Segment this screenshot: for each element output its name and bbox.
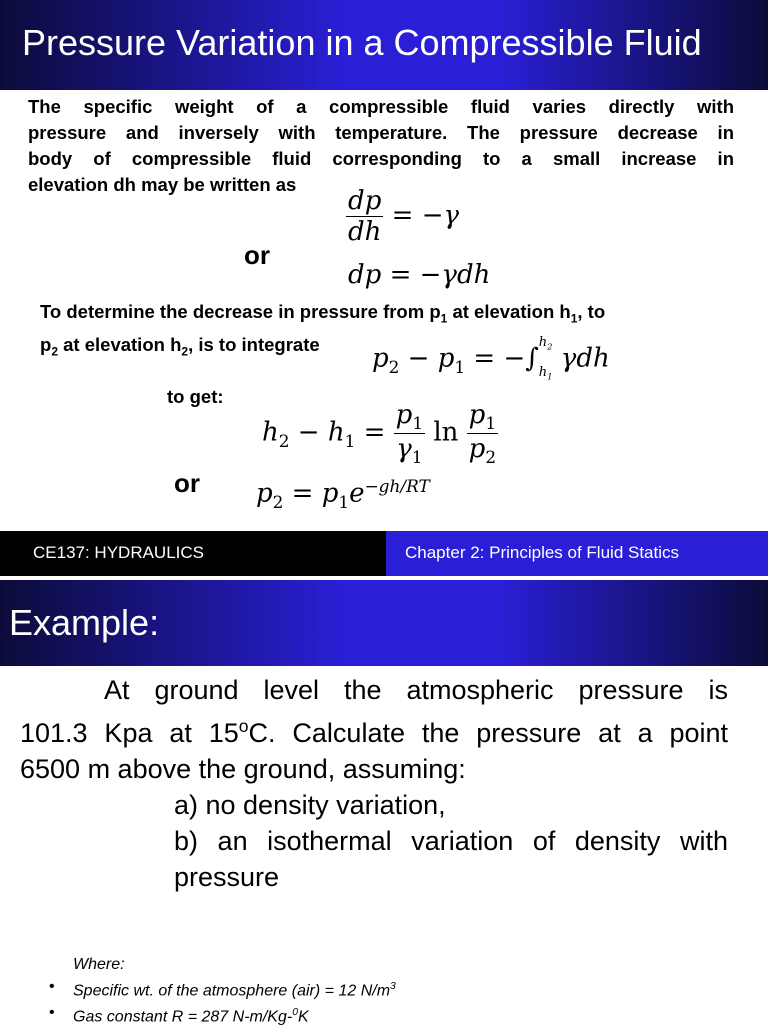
- intro-line: body of compressible fluid corresponding to a small increase in: [28, 148, 734, 169]
- example-line: b) an isothermal variation of density with: [174, 826, 728, 856]
- example-line: At ground level the atmospheric pressure is: [104, 675, 728, 705]
- example-banner: [0, 580, 768, 666]
- to-get-label: to get:: [167, 386, 224, 407]
- example-line: 6500 m above the ground, assuming:: [20, 754, 466, 784]
- example-line: pressure: [174, 862, 280, 892]
- where-item: • Specific wt. of the atmosphere (air) = 12 $N/m^3$: [49, 976, 396, 1002]
- where-notes: [73, 954, 396, 1029]
- or-label: or: [174, 468, 200, 498]
- intro-line: The specific weight of a compressible fluid varies directly with: [28, 96, 734, 117]
- equation-exponential: $p_2 = p_1e^{-gh/RT}$: [256, 476, 430, 512]
- equation-integral: $p_2 - p_1$ = −∫ $h_2$ $h_1$ γdh: [372, 335, 610, 382]
- chapter-panel: [386, 531, 768, 576]
- course-label: CE137: HYDRAULICS: [33, 543, 205, 562]
- integrate-paragraph: To determine the decrease in pressure from $p_1$ at elevation $h_1$, to $p_2$ at elevation $h_2$, is to integrate: [40, 301, 606, 359]
- example-title: Example:: [9, 602, 160, 643]
- intro-line: pressure and inversely with temperature. The pressure decrease in: [28, 122, 734, 143]
- chapter-label: Chapter 2: Principles of Fluid Statics: [405, 543, 680, 562]
- where-label: Where:: [73, 956, 125, 973]
- example-line: 101.3 Kpa at 15$^o$C. Calculate the pressure at a point: [20, 716, 728, 748]
- equation-dp: dp = −γdh: [348, 260, 491, 290]
- intro-line: elevation dh may be written as: [28, 174, 297, 195]
- example-text: [20, 672, 728, 895]
- where-item: • Gas constant R = 287 N-m/Kg-$^0$K: [49, 1002, 396, 1028]
- footer-bar: [0, 531, 768, 576]
- example-line: a) no density variation,: [174, 790, 446, 820]
- intro-paragraph: [28, 94, 734, 198]
- equation-h2-h1: $h_2 - h_1$ = $\frac{p_1}{\gamma_1}$ ln $\frac{p_1}{p_2}$: [262, 400, 497, 468]
- slide-title: Pressure Variation in a Compressible Fluid: [22, 22, 702, 63]
- or-label: or: [244, 240, 270, 270]
- title-banner: [0, 0, 768, 90]
- equation-dp-dh: $\frac{dp}{dh}$ = −γ: [348, 186, 460, 247]
